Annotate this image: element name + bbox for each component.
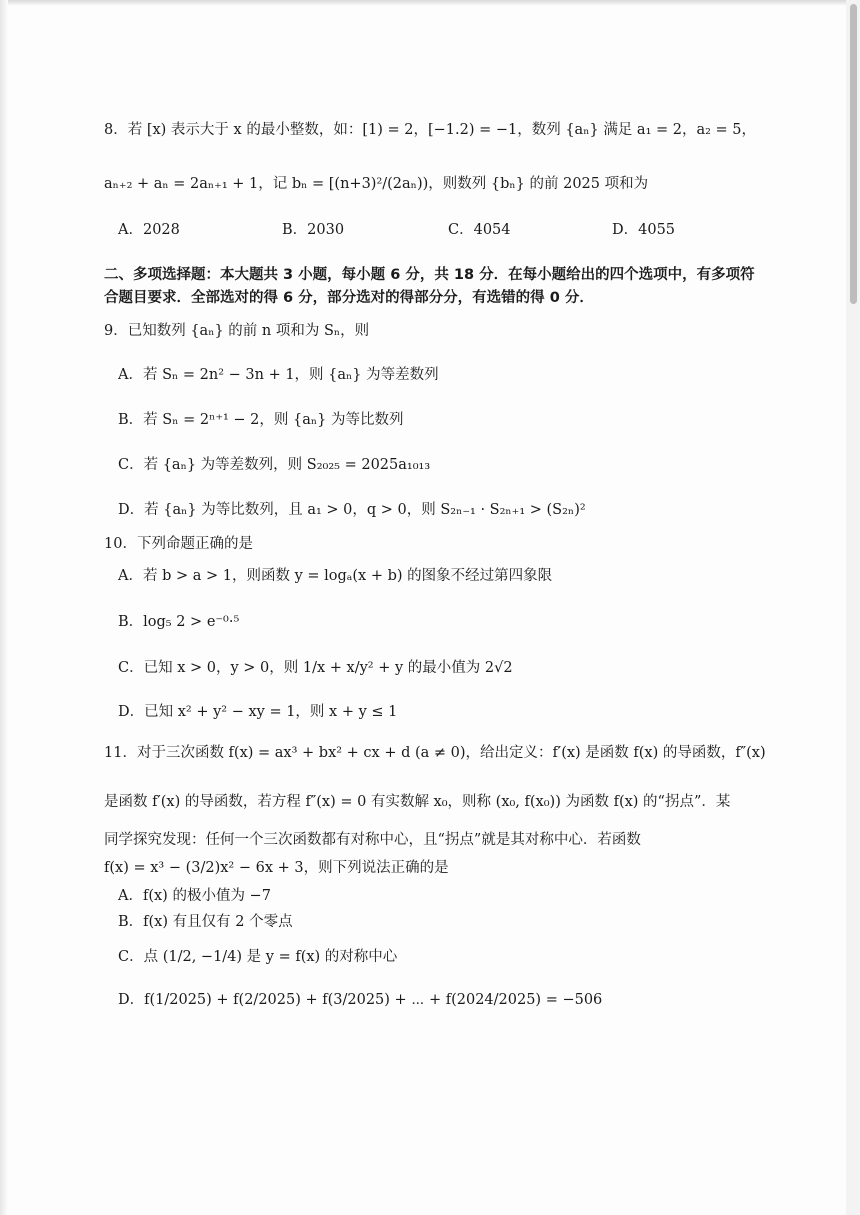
q9-option-b: B．若 Sₙ = 2ⁿ⁺¹ − 2，则 {aₙ} 为等比数列	[118, 412, 404, 428]
section2-heading-line1: 二、多项选择题：本大题共 3 小题，每小题 6 分，共 18 分．在每小题给出的四个选项中，有多项符	[104, 267, 755, 283]
q8-option-b: B．2030	[282, 222, 345, 238]
q11-line1: 11．对于三次函数 f(x) = ax³ + bx² + cx + d (a ≠ 0)，给出定义：f′(x) 是函数 f(x) 的导函数，f″(x)	[104, 745, 766, 761]
q8-option-c: C．4054	[448, 222, 511, 238]
q10-option-a: A．若 b > a > 1，则函数 y = logₐ(x + b) 的图象不经过第四象限	[118, 568, 553, 584]
q11-option-c: C．点 (1/2, −1/4) 是 y = f(x) 的对称中心	[118, 949, 398, 965]
q8-option-d: D．4055	[612, 222, 676, 238]
page-left-edge	[0, 0, 8, 1215]
q8-line2: aₙ₊₂ + aₙ = 2aₙ₊₁ + 1，记 bₙ = [(n+3)²/(2aₙ))，则数列 {bₙ} 的前 2025 项和为	[104, 176, 649, 192]
q8-line1: 8．若 [x) 表示大于 x 的最小整数，如：[1) = 2，[−1.2) = −1，数列 {aₙ} 满足 a₁ = 2，a₂ = 5，	[104, 122, 757, 138]
q9-option-a: A．若 Sₙ = 2n² − 3n + 1，则 {aₙ} 为等差数列	[118, 367, 439, 383]
section2-heading-line2: 合题目要求．全部选对的得 6 分，部分选对的得部分分，有选错的得 0 分．	[104, 290, 594, 306]
q11-line4: f(x) = x³ − (3/2)x² − 6x + 3，则下列说法正确的是	[104, 860, 449, 876]
q10-option-d: D．已知 x² + y² − xy = 1，则 x + y ≤ 1	[118, 704, 398, 720]
q10-option-c: C．已知 x > 0，y > 0，则 1/x + x/y² + y 的最小值为 2√2	[118, 660, 513, 676]
q9-stem: 9．已知数列 {aₙ} 的前 n 项和为 Sₙ，则	[104, 323, 370, 339]
q11-option-b: B．f(x) 有且仅有 2 个零点	[118, 914, 293, 930]
page-top-edge	[0, 0, 860, 6]
q11-line3: 同学探究发现：任何一个三次函数都有对称中心，且“拐点”就是其对称中心．若函数	[104, 832, 641, 848]
q9-option-d: D．若 {aₙ} 为等比数列，且 a₁ > 0，q > 0，则 S₂ₙ₋₁ · S₂ₙ₊₁ > (S₂ₙ)²	[118, 502, 586, 518]
q10-option-b: B．log₅ 2 > e⁻⁰·⁵	[118, 614, 240, 630]
q8-option-a: A．2028	[118, 222, 180, 238]
q11-line2: 是函数 f′(x) 的导函数，若方程 f″(x) = 0 有实数解 x₀，则称 (x₀, f(x₀)) 为函数 f(x) 的“拐点”．某	[104, 794, 731, 810]
q11-option-d: D．f(1/2025) + f(2/2025) + f(3/2025) + ⋯ + f(2024/2025) = −506	[118, 992, 603, 1008]
q10-stem: 10．下列命题正确的是	[104, 536, 253, 552]
q11-option-a: A．f(x) 的极小值为 −7	[118, 888, 271, 904]
q9-option-c: C．若 {aₙ} 为等差数列，则 S₂₀₂₅ = 2025a₁₀₁₃	[118, 457, 431, 473]
scrollbar-thumb[interactable]	[850, 4, 857, 304]
scrollbar[interactable]	[846, 0, 860, 1215]
